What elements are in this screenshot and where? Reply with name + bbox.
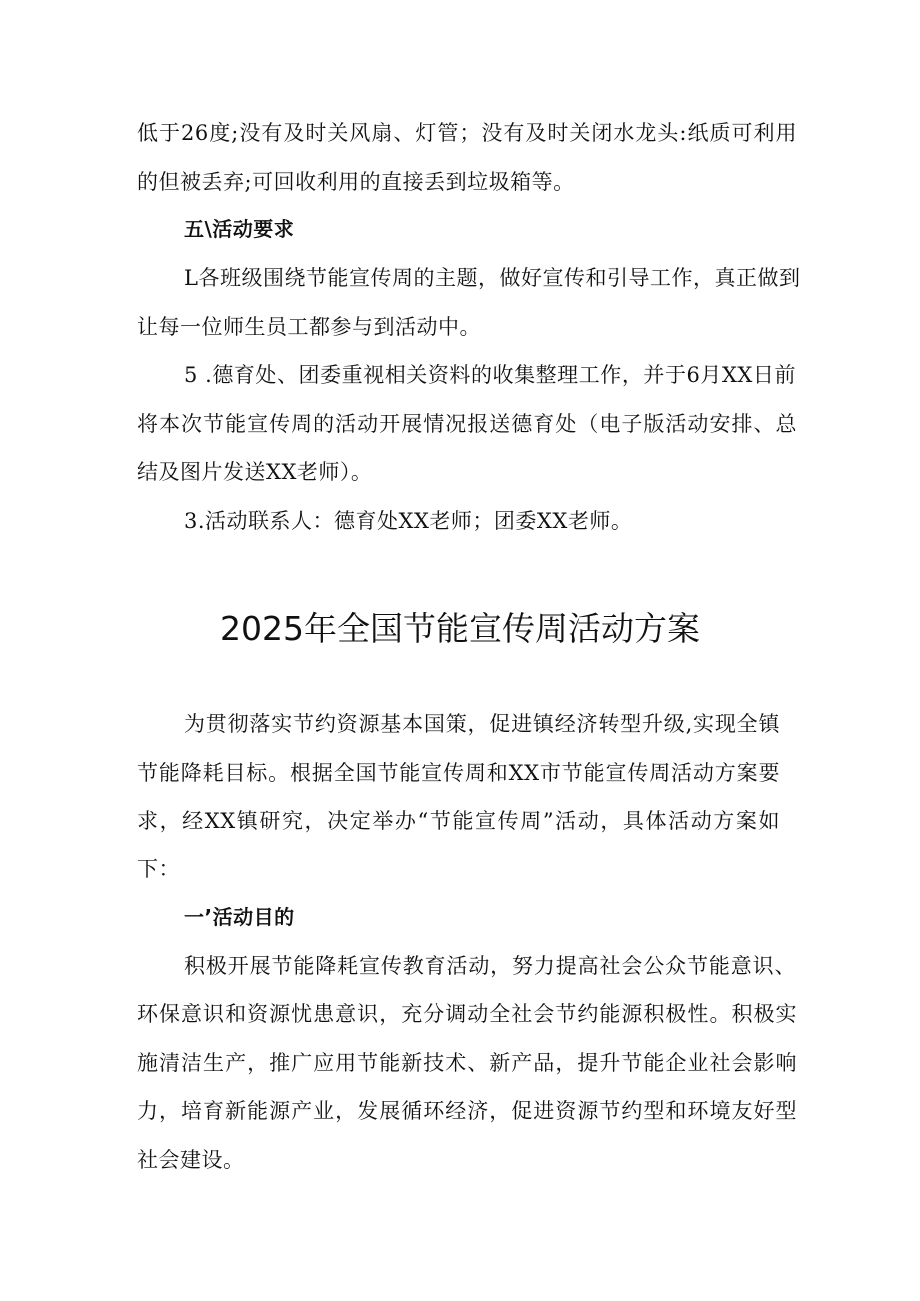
- paragraph-line: 力，培育新能源产业，发展循环经济，促进资源节约型和环境友好型: [137, 1099, 797, 1123]
- paragraph-line: 下：: [137, 857, 180, 881]
- page-title: 2025年全国节能宣传周活动方案: [220, 609, 700, 648]
- paragraph-line: 3.活动联系人：德育处XX老师；团委XX老师。: [184, 509, 633, 533]
- paragraph-line: 节能降耗目标。根据全国节能宣传周和XX市节能宣传周活动方案要: [137, 761, 780, 785]
- paragraph-line: 环保意识和资源忧患意识，充分调动全社会节约能源积极性。积极实: [137, 1002, 797, 1026]
- paragraph-line: 将本次节能宣传周的活动开展情况报送德育处（电子版活动安排、总: [137, 412, 797, 436]
- paragraph-line: L各班级围绕节能宣传周的主题，做好宣传和引导工作，真正做到: [184, 266, 801, 290]
- paragraph-line: 让每一位师生员工都参与到活动中。: [137, 315, 481, 339]
- paragraph-line: 的但被丢弃;可回收利用的直接丢到垃圾箱等。: [137, 170, 575, 194]
- paragraph-line: 积极开展节能降耗宣传教育活动，努力提高社会公众节能意识、: [184, 954, 796, 978]
- section-heading: 一’活动目的: [184, 905, 295, 929]
- paragraph-line: 结及图片发送XX老师）。: [137, 460, 373, 484]
- paragraph-line: 施清洁生产，推广应用节能新技术、新产品，提升节能企业社会影响: [137, 1051, 797, 1075]
- paragraph-line: 求，经XX镇研究，决定举办“节能宣传周”活动，具体活动方案如: [137, 809, 780, 833]
- paragraph-line: 为贯彻落实节约资源基本国策，促进镇经济转型升级,实现全镇: [184, 712, 780, 736]
- paragraph-line: 社会建设。: [137, 1148, 245, 1172]
- section-heading: 五\活动要求: [184, 217, 295, 241]
- paragraph-line: 低于26度;没有及时关风扇、灯管；没有及时关闭水龙头:纸质可利用: [137, 121, 797, 145]
- paragraph-line: 5 .德育处、团委重视相关资料的收集整理工作，并于6月XX日前: [184, 363, 796, 387]
